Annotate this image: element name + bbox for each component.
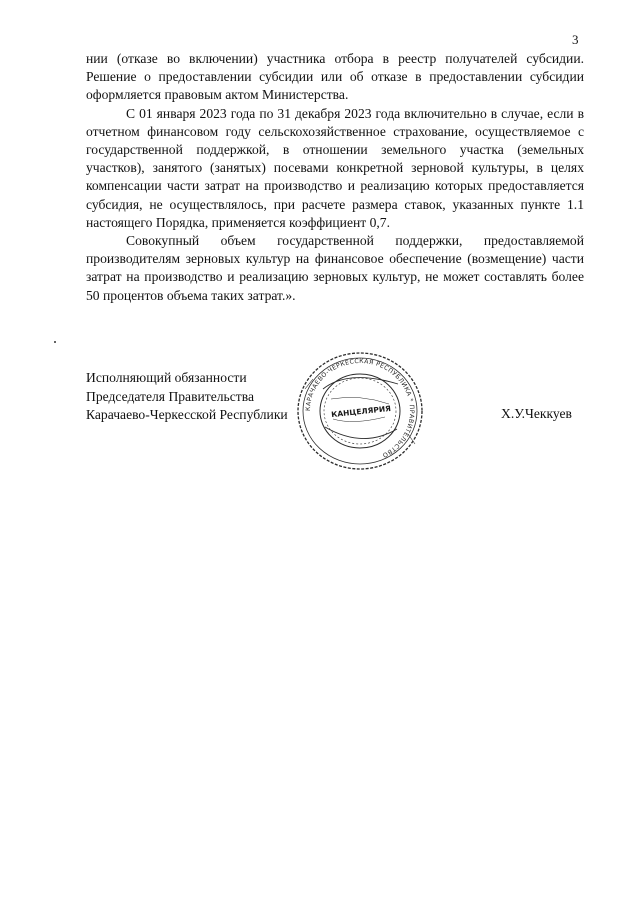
seal-center-text: КАНЦЕЛЯРИЯ: [330, 403, 392, 420]
signer-name: Х.У.Чеккуев: [501, 406, 572, 421]
paragraph-coefficient: С 01 января 2023 года по 31 декабря 2023 года включительно в случае, если в отчетном финансовом году сельскохозяйственное страхование, осуществляемое с государственной поддержкой, в отношении земельного участка (земельных участков), занятого (занятых) посевами конкретной зерновой культуры, в целях компенсации части затрат на производство и реализацию которых предоставляется субсидия, не осуществлялось, при расчете размера ставок, указанных пункте 1.1 настоящего Порядка, применяется коэффициент 0,7.: [86, 105, 584, 230]
seal-ring-text: КАРАЧАЕВО-ЧЕРКЕССКАЯ РЕСПУБЛИКА * ПРАВИТЕЛЬСТВО: [304, 357, 416, 459]
scan-speck: [54, 341, 56, 343]
paragraph-continuation: нии (отказе во включении) участника отбора в реестр получателей субсидии. Решение о предоставлении субсидии или об отказе в предоставлении субсидии оформляется правовым актом Министерства.: [86, 51, 584, 103]
official-seal-stamp: [293, 349, 427, 473]
signer-position-line-3: Карачаево-Черкесской Республики: [86, 407, 288, 422]
signature-block: [86, 369, 288, 425]
signer-position-line-2: Председателя Правительства: [86, 388, 254, 404]
paragraph-support-limit: Совокупный объем государственной поддержки, предоставляемой производителям зерновых культур на финансовое обеспечение (возмещение) части затрат на производство и реализацию зерновых культур, не может составлять более 50 процентов объема таких затрат.».: [86, 233, 584, 303]
signer-position-line-1: Исполняющий обязанности: [86, 370, 247, 385]
page-number: 3: [572, 32, 579, 47]
document-body: [86, 50, 584, 305]
